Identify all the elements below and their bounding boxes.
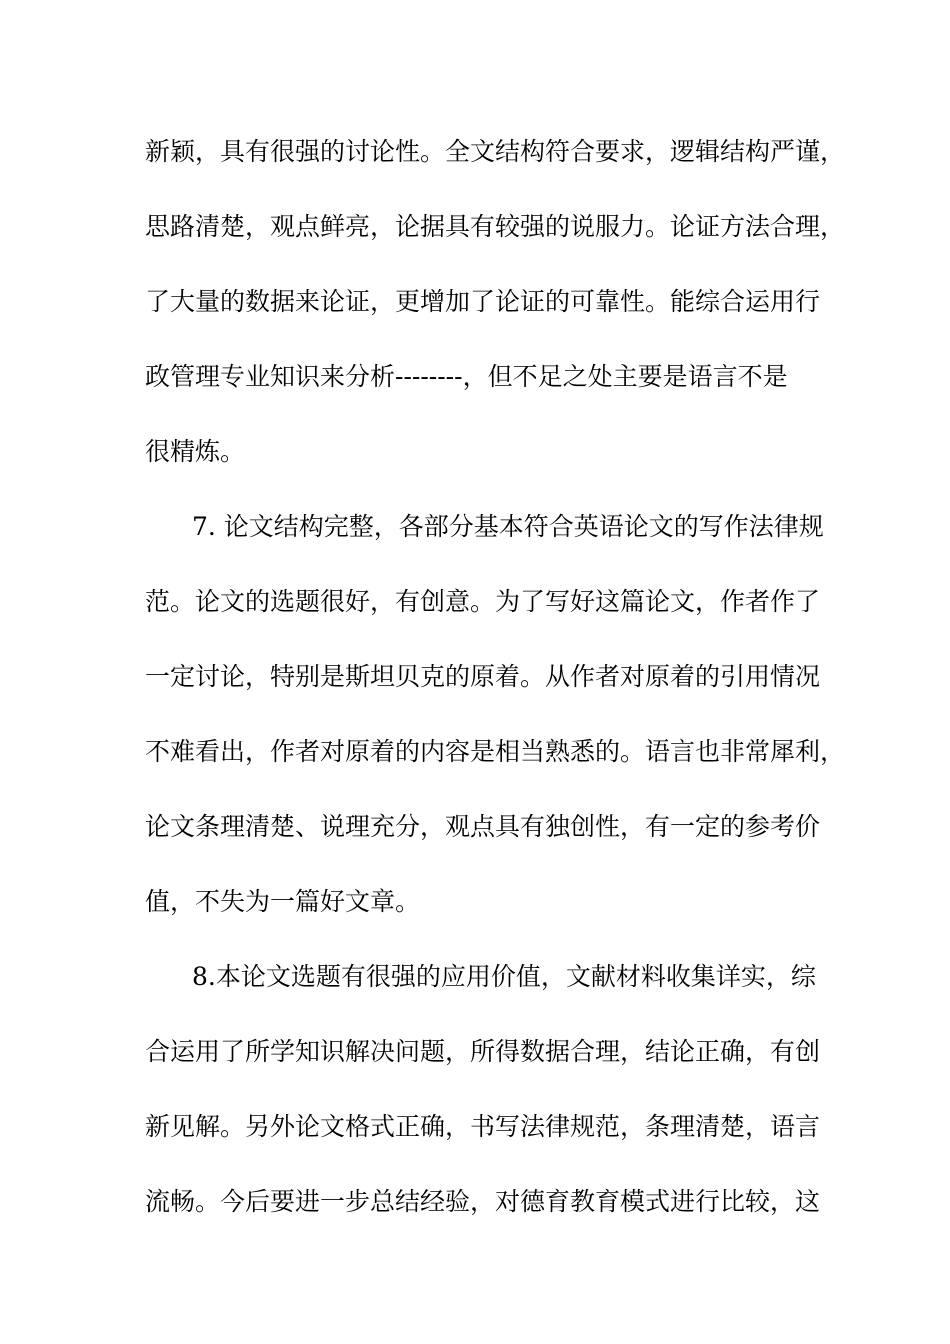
text-line: 新颖，具有很强的讨论性。全文结构符合要求，逻辑结构严谨，: [145, 137, 846, 166]
paragraph-8-first-line: 8.本论文选题有很强的应用价值，文献材料收集详实，综: [192, 962, 816, 991]
paragraph-7-first-line: 7. 论文结构完整，各部分基本符合英语论文的写作法律规: [192, 512, 824, 541]
text-line: 流畅。今后要进一步总结经验，对德育教育模式进行比较，这: [145, 1187, 821, 1216]
text-line: 很精炼。: [145, 437, 246, 466]
text-line: 论文条理清楚、说理充分，观点具有独创性，有一定的参考价: [145, 812, 821, 841]
text-line: 一定讨论，特别是斯坦贝克的原着。从作者对原着的引用情况: [145, 662, 821, 691]
text-line: 合运用了所学知识解决问题，所得数据合理，结论正确，有创: [145, 1037, 821, 1066]
text-line: 了大量的数据来论证，更增加了论证的可靠性。能综合运用行: [145, 287, 821, 316]
text-line: 新见解。另外论文格式正确，书写法律规范，条理清楚，语言: [145, 1112, 821, 1141]
text-line: 思路清楚，观点鲜亮，论据具有较强的说服力。论证方法合理，: [145, 212, 846, 241]
text-line: 政管理专业知识来分析--------，但不足之处主要是语言不是: [145, 362, 788, 391]
text-line: 范。论文的选题很好，有创意。为了写好这篇论文，作者作了: [145, 587, 821, 616]
text-line: 不难看出，作者对原着的内容是相当熟悉的。语言也非常犀利，: [145, 737, 846, 766]
text-line: 值，不失为一篇好文章。: [145, 887, 421, 916]
